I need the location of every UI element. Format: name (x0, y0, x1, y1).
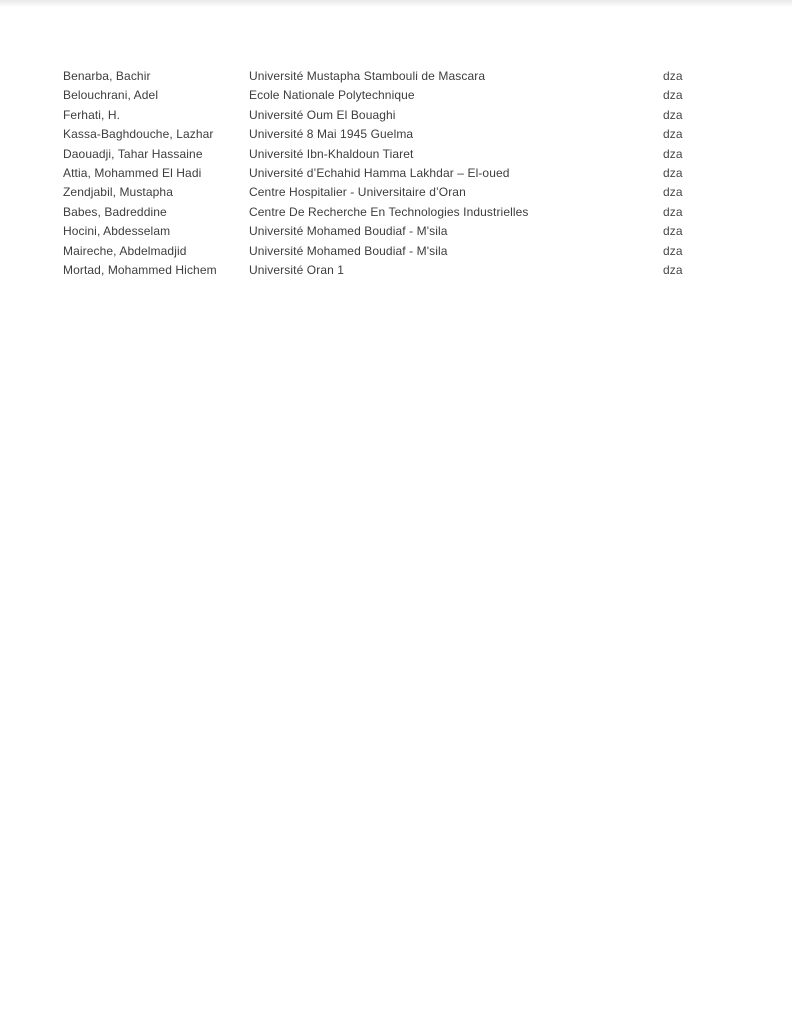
row-3-name: Kassa-Baghdouche, Lazhar (63, 127, 214, 142)
row-6-name: Zendjabil, Mustapha (63, 185, 173, 200)
row-10-name: Mortad, Mohammed Hichem (63, 262, 217, 277)
row-10-country: dza (663, 262, 683, 277)
row-0-name: Benarba, Bachir (63, 69, 151, 83)
row-3-country: dza (663, 127, 683, 142)
row-2-affiliation: Université Oum El Bouaghi (249, 107, 396, 122)
row-2-country: dza (663, 107, 683, 122)
row-7-name: Babes, Badreddine (63, 204, 167, 219)
row-10-affiliation: Université Oran 1 (249, 262, 345, 277)
row-5-name: Attia, Mohammed El Hadi (63, 165, 202, 180)
author-affiliation-table (63, 67, 723, 280)
row-4-affiliation: Université Ibn-Khaldoun Tiaret (249, 146, 414, 161)
row-1-name: Belouchrani, Adel (63, 88, 159, 103)
row-4-country: dza (663, 146, 683, 161)
row-8-country: dza (663, 224, 683, 239)
row-8-name: Hocini, Abdesselam (63, 224, 171, 239)
row-9-affiliation: Université Mohamed Boudiaf - M'sila (249, 243, 448, 258)
row-6-affiliation: Centre Hospitalier - Universitaire d’Oran (249, 185, 466, 200)
row-4-name: Daouadji, Tahar Hassaine (63, 146, 203, 161)
row-7-country: dza (663, 204, 683, 219)
row-3-affiliation: Université 8 Mai 1945 Guelma (249, 127, 414, 142)
row-1-affiliation: Ecole Nationale Polytechnique (249, 88, 415, 103)
row-6-country: dza (663, 185, 683, 200)
row-9-name: Maireche, Abdelmadjid (63, 243, 187, 258)
row-2-name: Ferhati, H. (63, 107, 121, 122)
row-1-country: dza (663, 88, 683, 103)
row-0-country: dza (663, 69, 683, 83)
row-9-country: dza (663, 243, 683, 258)
row-5-country: dza (663, 165, 683, 180)
row-7-affiliation: Centre De Recherche En Technologies Industrielles (249, 204, 529, 219)
scan-shadow-top-edge (0, 0, 792, 7)
row-0-affiliation: Université Mustapha Stambouli de Mascara (249, 69, 486, 83)
row-8-affiliation: Université Mohamed Boudiaf - M'sila (249, 224, 448, 239)
row-5-affiliation: Université d’Echahid Hamma Lakhdar – El-oued (249, 165, 510, 180)
